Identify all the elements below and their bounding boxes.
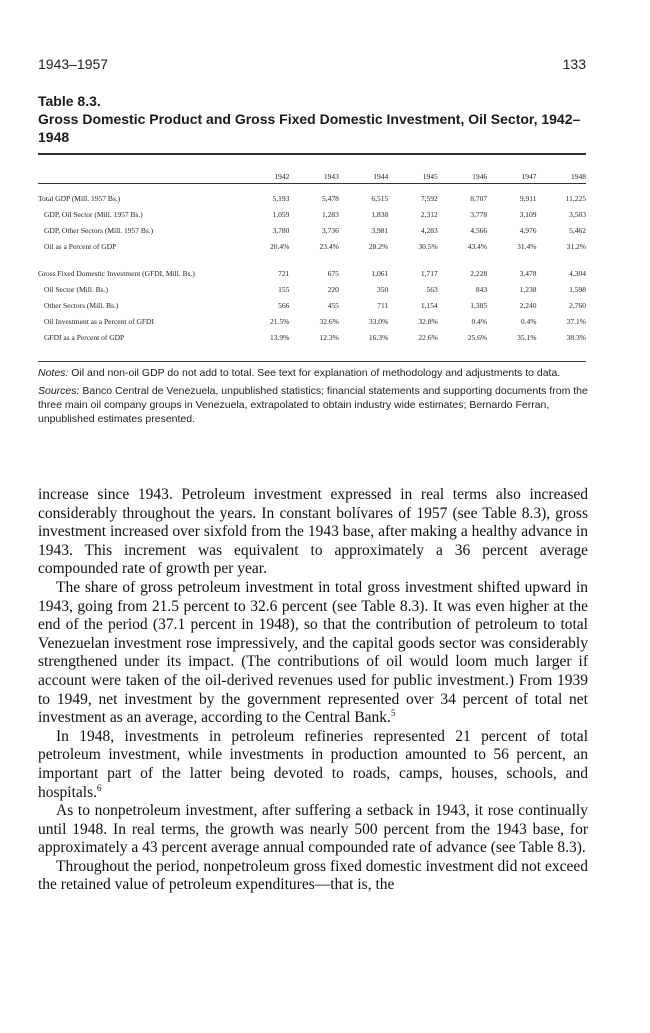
- footnote-ref-5: 5: [390, 707, 396, 718]
- table-cell: 3,503: [569, 209, 586, 219]
- table-title: Gross Domestic Product and Gross Fixed Domestic Investment, Oil Sector, 1942–1948: [38, 111, 581, 145]
- sources-line: [38, 384, 588, 426]
- table-cell: 3,736: [321, 225, 339, 235]
- table-cell: 675: [327, 268, 339, 278]
- data-table: [38, 170, 586, 345]
- table-cell: 32.6%: [319, 316, 339, 326]
- table-cell: 22.6%: [418, 332, 438, 342]
- table-cell: 2,228: [470, 268, 488, 278]
- table-row: [38, 238, 586, 254]
- table-cell: 28.2%: [368, 241, 389, 251]
- row-label: Gross Fixed Domestic Investment (GFDI, Mill. Bs.): [38, 268, 195, 278]
- table-cell: 3,981: [371, 225, 389, 235]
- table-cell: 1,598: [569, 284, 586, 294]
- table-cell: 38.3%: [566, 332, 586, 342]
- table-cell: 16.3%: [368, 332, 389, 342]
- table-group-gap: [38, 254, 586, 265]
- table-cell: 3,478: [519, 268, 537, 278]
- column-header-year: 1946: [472, 171, 488, 181]
- column-header-year: 1942: [274, 171, 290, 181]
- table-cell: 5,193: [272, 193, 290, 203]
- table-cell: 5,478: [321, 193, 339, 203]
- running-head: [38, 56, 586, 72]
- table-cell: 4,976: [519, 225, 537, 235]
- table-cell: 33.0%: [368, 316, 389, 326]
- table-cell: 1,238: [519, 284, 537, 294]
- table-cell: 4,566: [470, 225, 488, 235]
- table-cell: 1,059: [272, 209, 290, 219]
- row-label: Oil Investment as a Percent of GFDI: [44, 316, 154, 326]
- table-cell: 6,515: [371, 193, 389, 203]
- table-cell: 43.4%: [467, 241, 488, 251]
- column-header-year: 1943: [323, 171, 339, 181]
- row-label: Oil Sector (Mill. Bs.): [44, 284, 108, 294]
- table-cell: 25.6%: [467, 332, 488, 342]
- table-cell: 37.1%: [566, 316, 586, 326]
- table-cell: 5,462: [569, 225, 586, 235]
- table-label: Table 8.3.: [38, 93, 101, 109]
- page-number: 133: [562, 56, 586, 72]
- row-label: Oil as a Percent of GDP: [44, 241, 117, 251]
- table-cell: 31.2%: [566, 241, 586, 251]
- table-cell: 155: [278, 284, 290, 294]
- paragraph-3: [38, 728, 588, 802]
- table-cell: 0.4%: [520, 316, 537, 326]
- table-notes: [38, 366, 588, 430]
- table-cell: 721: [278, 268, 290, 278]
- paragraph-3-text: In 1948, investments in petroleum refineries represented 21 percent of total petroleum investment, while investments in production amounted to 56 percent, an important part of the latter being devoted to roads, camps, houses, schools, and hospitals.: [38, 727, 588, 801]
- table-cell: 13.9%: [270, 332, 290, 342]
- table-cell: 1,061: [371, 268, 389, 278]
- paragraph-4: As to nonpetroleum investment, after suffering a setback in 1943, it rose continually until 1948. In real terms, the growth was nearly 500 percent from the 1943 base, for approximately a 43 percent average annual compounded rate of advance (see Table 8.3).: [38, 802, 588, 857]
- paragraph-2: [38, 579, 588, 728]
- body-text: [38, 486, 588, 895]
- table-cell: 1,717: [420, 268, 438, 278]
- footnote-ref-6: 6: [97, 782, 102, 793]
- table-cell: 21.5%: [270, 316, 290, 326]
- table-row: [38, 329, 586, 345]
- table-cell: 4,304: [569, 268, 586, 278]
- table-row: [38, 297, 586, 313]
- paragraph-1: increase since 1943. Petroleum investment expressed in real terms also increased considerably throughout the years. In constant bolívares of 1957 (see Table 8.3), gross investment increased over sixfold from the 1943 base, after making a healthy advance in 1943. This increment was equivalent to approximately a 36 percent average compounded rate of growth per year.: [38, 486, 588, 578]
- table-cell: 32.8%: [418, 316, 438, 326]
- table-cell: 220: [327, 284, 339, 294]
- column-header-year: 1947: [521, 171, 537, 181]
- sources-label: Sources:: [38, 385, 80, 397]
- paragraph-5: Throughout the period, nonpetroleum gross fixed domestic investment did not exceed the retained value of petroleum expenditures—that is, the: [38, 857, 588, 894]
- table-row: [38, 281, 586, 297]
- table-row: [38, 313, 586, 329]
- column-header-year: 1944: [373, 171, 389, 181]
- table-cell: 7,592: [420, 193, 438, 203]
- row-label: GDP, Other Sectors (Mill. 1957 Bs.): [44, 225, 154, 235]
- table-top-rule: [38, 153, 586, 155]
- table-cell: 1,283: [321, 209, 339, 219]
- table-row: [38, 206, 586, 222]
- table-cell: 350: [377, 284, 389, 294]
- table-cell: 843: [475, 284, 488, 294]
- table-cell: 1,838: [371, 209, 389, 219]
- table-cell: 563: [426, 284, 438, 294]
- table-gap-cell: [38, 254, 586, 265]
- table-cell: 2,240: [519, 300, 537, 310]
- table-cell: 23.4%: [319, 241, 339, 251]
- table-cell: 455: [327, 300, 339, 310]
- table-cell: 1,154: [420, 300, 438, 310]
- table-cell: 35.1%: [517, 332, 537, 342]
- table-cell: 566: [278, 300, 290, 310]
- column-header-year: 1948: [571, 171, 586, 181]
- sources-text: Banco Central de Venezuela, unpublished statistics; financial statements and supporting documents from the three main oil company groups in Venezuela, extrapolated to obtain industry wide estimates; Bernardo Ferran, unpublished estimates presented.: [38, 385, 588, 425]
- table-cell: 2,760: [569, 300, 586, 310]
- table-cell: 3,778: [470, 209, 488, 219]
- table-cell: 2,312: [420, 209, 438, 219]
- table-row: [38, 222, 586, 238]
- table-cell: 3,780: [272, 225, 290, 235]
- table-cell: 9,911: [519, 193, 537, 203]
- table-header-blank: [38, 170, 240, 186]
- table-row: [38, 265, 586, 281]
- table-cell: 3,109: [519, 209, 537, 219]
- paragraph-2-text: The share of gross petroleum investment in total gross investment shifted upward in 1943, going from 21.5 percent to 32.6 percent (see Table 8.3). It was even higher at the end of the period (37.1 percent in 1948), so that the contribution of petroleum to total Venezuelan investment rose impressively, and the capital goods sector was considerably strengthened under its impact. (The contributions of oil would loom much larger if account were taken of the oil-derived revenues used for public investment.) From 1939 to 1949, net investment by the government represented over 34 percent of total net investment as an average, according to the Central Bank.: [38, 578, 588, 727]
- table-cell: 0.4%: [471, 316, 488, 326]
- table-cell: 12.3%: [319, 332, 339, 342]
- table-cell: 1,385: [470, 300, 488, 310]
- notes-line: [38, 366, 588, 380]
- table-cell: 4,283: [420, 225, 438, 235]
- notes-text: Oil and non-oil GDP do not add to total. See text for explanation of methodology and adjustments to data.: [71, 367, 561, 379]
- row-label: Other Sectors (Mill. Bs.): [44, 300, 119, 310]
- table-header-row: [38, 170, 586, 186]
- table-cell: 30.5%: [418, 241, 438, 251]
- table-cell: 20.4%: [270, 241, 290, 251]
- row-label: GDP, Oil Sector (Mill. 1957 Bs.): [44, 209, 143, 219]
- table-cell: 8,707: [470, 193, 488, 203]
- table-row: [38, 186, 586, 206]
- table-cell: 711: [377, 300, 389, 310]
- row-label: Total GDP (Mill. 1957 Bs.): [38, 193, 121, 203]
- running-head-years: 1943–1957: [38, 56, 109, 72]
- table-bottom-rule: [38, 361, 586, 362]
- notes-label: Notes:: [38, 367, 69, 379]
- row-label: GFDI as a Percent of GDP: [44, 332, 125, 342]
- table-cell: 31.4%: [517, 241, 537, 251]
- column-header-year: 1945: [422, 171, 438, 181]
- table-caption: [38, 92, 598, 146]
- table-cell: 11,225: [565, 193, 586, 203]
